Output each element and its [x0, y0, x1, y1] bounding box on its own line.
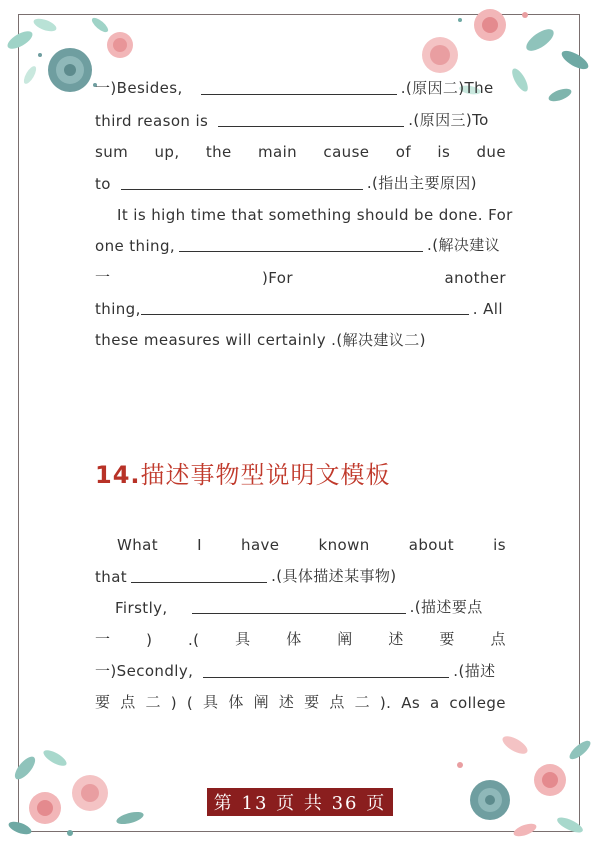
text-word: 要 — [95, 693, 111, 711]
fill-blank — [218, 125, 404, 127]
text-word: What — [117, 536, 159, 554]
text-fragment: to — [95, 175, 111, 193]
text-fragment: 一)Secondly, — [95, 662, 194, 680]
text-word: up, — [154, 143, 180, 161]
text-word: 一 — [95, 630, 111, 648]
text-word: ) — [170, 694, 178, 712]
section-heading — [95, 455, 391, 490]
text-word: main — [258, 143, 298, 161]
text-line — [115, 595, 506, 617]
text-word: 要 — [439, 630, 455, 648]
text-fragment: these measures will certainly .(解决建议二) — [95, 331, 426, 349]
text-word: the — [205, 143, 232, 161]
text-word: 阐 — [253, 693, 269, 711]
fill-blank — [179, 250, 423, 252]
fill-blank — [203, 676, 449, 678]
section-title: 描述事物型说明文模板 — [140, 461, 391, 489]
text-line — [95, 659, 506, 681]
text-fragment: Firstly, — [115, 599, 168, 617]
text-fragment: .(描述要点 — [409, 598, 483, 616]
text-word: 要 — [304, 693, 320, 711]
text-line — [95, 690, 506, 712]
floral-decoration-bottom-left-icon — [0, 728, 200, 848]
text-word: is — [493, 536, 506, 554]
text-word: 点 — [490, 630, 506, 648]
text-fragment: .(描述 — [453, 662, 496, 680]
text-fragment: thing, — [95, 300, 141, 318]
page-number-badge — [207, 788, 393, 816]
text-fragment: .(解决建议 — [427, 236, 501, 254]
text-word: of — [395, 143, 412, 161]
text-fragment: .(原因二)The — [400, 79, 494, 97]
text-word: college — [449, 694, 506, 712]
text-word: ) — [146, 631, 153, 649]
text-word: .( — [188, 631, 200, 649]
floral-decoration-top-right-icon — [400, 0, 600, 120]
text-word: 具 — [235, 630, 251, 648]
fill-blank — [131, 581, 267, 583]
text-line — [95, 627, 506, 649]
text-line — [95, 139, 506, 161]
text-word: known — [318, 536, 370, 554]
text-word: ( — [186, 694, 194, 712]
text-word: 体 — [228, 693, 244, 711]
text-word: I — [197, 536, 202, 554]
text-fragment: .(具体描述某事物) — [271, 567, 397, 585]
fill-blank — [201, 93, 397, 95]
text-word: about — [408, 536, 455, 554]
text-line — [95, 76, 506, 98]
text-word: )For — [262, 269, 293, 287]
text-fragment: .(原因三)To — [408, 111, 489, 129]
text-word: 点 — [120, 693, 136, 711]
fill-blank — [121, 188, 363, 190]
text-fragment: . All — [472, 300, 503, 318]
text-word: sum — [95, 143, 129, 161]
text-line — [95, 296, 506, 318]
text-fragment: one thing, — [95, 237, 176, 255]
page-number-label: 第 13 页 共 36 页 — [213, 793, 387, 814]
text-line — [95, 108, 506, 130]
text-word: ). — [379, 694, 392, 712]
text-line — [95, 265, 506, 287]
fill-blank — [141, 313, 469, 315]
text-word: is — [437, 143, 451, 161]
text-fragment: It is high time that something should be done. For — [117, 206, 513, 224]
text-line — [95, 328, 506, 350]
text-word: have — [241, 536, 280, 554]
fill-blank — [192, 612, 406, 614]
text-word: 述 — [278, 693, 295, 711]
text-word: 二 — [145, 693, 161, 711]
text-line — [95, 171, 506, 193]
text-word: cause — [323, 143, 370, 161]
text-word: a — [429, 694, 440, 712]
text-word: another — [444, 269, 506, 287]
text-word: 述 — [388, 630, 404, 648]
text-line — [95, 233, 506, 255]
text-fragment: third reason is — [95, 112, 209, 130]
text-word: due — [476, 143, 506, 161]
text-word: 具 — [203, 693, 219, 711]
text-word: 一 — [95, 268, 111, 286]
text-word: As — [401, 694, 421, 712]
text-line — [117, 202, 513, 224]
text-line — [117, 532, 506, 554]
text-line — [95, 564, 506, 586]
text-word: 阐 — [337, 630, 353, 648]
text-fragment: that — [95, 568, 128, 586]
section-number: 14. — [95, 461, 141, 489]
text-word: 体 — [286, 630, 302, 648]
floral-decoration-bottom-right-icon — [420, 725, 600, 848]
text-word: 二 — [354, 693, 371, 711]
text-fragment: .(指出主要原因) — [366, 174, 477, 192]
text-word: 点 — [329, 693, 345, 711]
text-fragment: 一)Besides, — [95, 79, 183, 97]
